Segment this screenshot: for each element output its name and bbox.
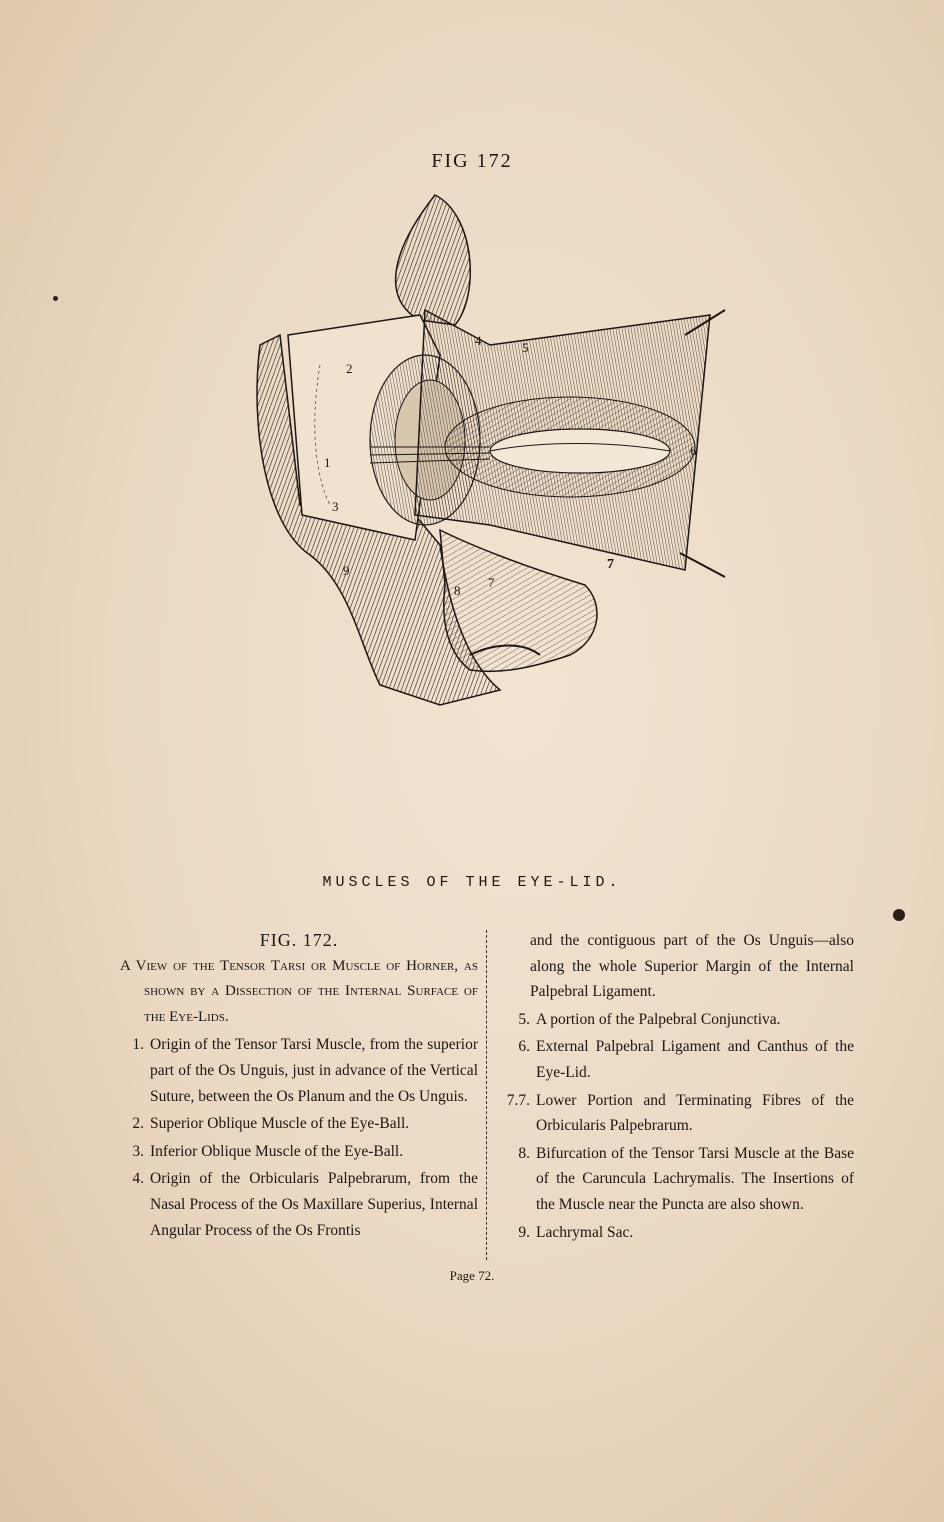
legend-item [120, 1032, 478, 1109]
legend-item [120, 1166, 478, 1243]
legend-item-number: 8. [518, 1144, 530, 1162]
legend-item-number: 9. [518, 1223, 530, 1241]
label-8: 8 [454, 583, 461, 598]
label-6: 6 [690, 443, 697, 458]
legend-item [120, 1111, 478, 1137]
paper-stain [53, 296, 58, 301]
legend-item-text: Bifurcation of the Tensor Tarsi Muscle at the Base of the Caruncula Lachrymalis. The Insertions of the Muscle near the Puncta are also shown. [536, 1144, 854, 1213]
label-2: 2 [346, 361, 353, 376]
label-5: 5 [522, 340, 529, 355]
plate-caption: MUSCLES OF THE EYE-LID. [322, 874, 622, 891]
figure-number-header: FIG 172 [431, 150, 513, 172]
legend-figure-number: FIG. 172. [259, 930, 339, 950]
legend-continuation: and the contiguous part of the Os Unguis—also along the whole Superior Margin of the Internal Palpebral Ligament. [530, 932, 854, 1001]
legend-item [492, 1220, 854, 1246]
legend-item-text: Origin of the Orbicularis Palpebrarum, from the Nasal Process of the Os Maxillare Superius, Internal Angular Process of the Os Frontis [150, 1170, 478, 1239]
legend-item-number: 7.7. [506, 1091, 530, 1109]
legend-item-text: Superior Oblique Muscle of the Eye-Ball. [150, 1115, 410, 1133]
legend-item-number: 3. [132, 1142, 144, 1160]
legend-item [492, 1088, 854, 1139]
legend-item-text: Lachrymal Sac. [536, 1223, 634, 1241]
label-9: 9 [343, 563, 350, 578]
page-number: Page 72. [449, 1268, 495, 1283]
legend-left-column [120, 928, 478, 1245]
legend-item [492, 1034, 854, 1085]
legend-item-text: A portion of the Palpebral Conjunctiva. [536, 1010, 781, 1028]
label-7b: 7 [488, 575, 495, 590]
anatomical-engraving [240, 185, 740, 715]
legend-subtitle: A View of the Tensor Tarsi or Muscle of Horner, as shown by a Dissection of the Internal Surface of the Eye-Lids. [120, 957, 478, 1025]
column-divider [486, 930, 487, 1260]
legend-item-number: 4. [132, 1170, 144, 1188]
label-1: 1 [324, 455, 331, 470]
label-3: 3 [332, 499, 339, 514]
eyelid-illustration [240, 185, 740, 715]
legend-item-text: Origin of the Tensor Tarsi Muscle, from the superior part of the Os Unguis, just in advance of the Vertical Suture, between the Os Planum and the Os Unguis. [150, 1036, 478, 1105]
legend-item-number: 5. [518, 1010, 530, 1028]
legend-item [492, 1141, 854, 1218]
legend-item [492, 1007, 854, 1033]
legend-item-text: Lower Portion and Terminating Fibres of the Orbicularis Palpebrarum. [536, 1091, 854, 1135]
legend-right-column [492, 928, 854, 1247]
label-4: 4 [475, 333, 482, 348]
legend-item-text: External Palpebral Ligament and Canthus of the Eye-Lid. [536, 1038, 854, 1081]
legend-item-number: 6. [518, 1038, 530, 1056]
label-7a: 7 [607, 557, 614, 572]
legend-item-number: 1. [132, 1036, 144, 1054]
legend-item-text: Inferior Oblique Muscle of the Eye-Ball. [150, 1142, 404, 1160]
paper-stain [893, 909, 905, 921]
legend-item [120, 1139, 478, 1165]
legend-item-number: 2. [132, 1115, 144, 1133]
